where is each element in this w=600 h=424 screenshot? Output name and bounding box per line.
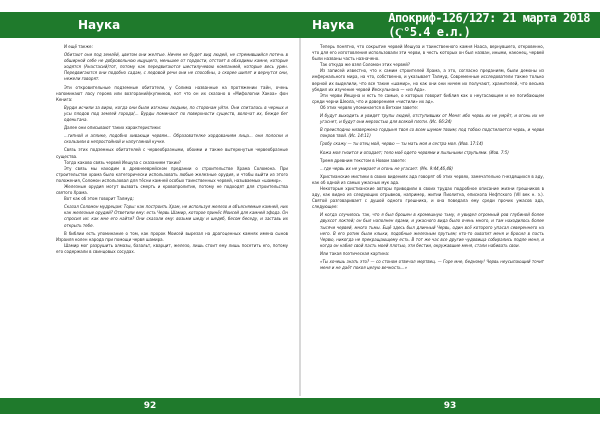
- quote-text: В преисподню низвержена гордыня твоя со всем шумом твоим; под тобою подстилается червь, и черви покров твой. (Ис. 14:11): [320, 127, 544, 139]
- quote-text: ...гипной и аплике, подобно хивающи червям... Образователке хордованиям лица... они полоски и скользили в непростойной и напуглиной кучке.: [64, 133, 288, 145]
- body-paragraph: Так откуда же взял Соломон этих червей?: [320, 62, 410, 68]
- quote-block: [320, 259, 544, 271]
- quote-text: «Ты хочешь знать это? — со стоном отвечал мертвец. — Горе мне, бедному! Червь неусыпающий точит меня и не даёт покоя целую вечность...»: [320, 259, 544, 271]
- body-paragraph: Тремя древним текстом в Новом завете:: [320, 157, 406, 163]
- quote-block: [64, 52, 288, 82]
- quote-block: [320, 212, 544, 249]
- quote-text: Гробу скажу — ты отец мой, червю — ты мать моя и сестра моя. (Иов. 17:14): [320, 141, 484, 147]
- page-gutter: [299, 38, 301, 396]
- quote-block: [320, 127, 544, 139]
- right-header-bar: [300, 12, 600, 38]
- right-page-number-bar: [300, 398, 600, 414]
- body-paragraph: В библии есть упоминание о том, как пророк Моисей вырезал на драгоценных камнях имена сынов Израиля колен народа при помощи червя шамира.: [56, 230, 288, 242]
- quote-block: [320, 113, 544, 125]
- quote-text: ...где червь их не умирает и огонь не угасает. (Мк. 9:44,46,48): [320, 165, 453, 171]
- quote-block: [320, 141, 544, 147]
- right-section-title: Наука: [312, 18, 355, 32]
- left-page-number: 92: [143, 401, 157, 411]
- body-paragraph: Шамир мог разрушить алмазы, базальт, кварцит, железо, лишь стоит ему лишь посетить его, потому его содержали в свинцовых сосудах.: [56, 242, 288, 254]
- body-paragraph: Эти черви Иешуна и есть те самые, о которых говорит библия как о неугасающем и не погибающем среди черни Шеола, что и доверением «чистили» их ад».: [312, 92, 544, 104]
- body-paragraph: Далее они описывают таких характеристики:: [64, 125, 162, 131]
- quote-block: [64, 204, 288, 228]
- body-paragraph: Тогда каково связь червей Иешуза с сказанием такии?: [64, 159, 181, 165]
- quote-text: И когда случилось так, что я был брошен в кромешную тьму, я увидел огромный ров глубиной более двухсот локтей; он был наполнен ядами, и ужасного вида было очень много, и там находилось более тысячи червей, много тьмы. Ещё здесь был длинный Червь, один всё которого упасал севереннего на него. В его ротик были клыки, подобные железным прутьям; кто-то охватит меня и бросил в пасть Червю, никогда не прекращающему есть. В тот же час все другие чудовища собирались подле меня, и когда он набил свой пасть моей плотью, эти бестии, окружавшие меня, стали набивать свои.: [320, 212, 544, 248]
- body-paragraph: Железные орудия могут вызвать смерть и кровопролитие, потому не подходят для строительства святого Храма.: [56, 183, 288, 196]
- body-paragraph: Вот как об этом говорит Талмуд:: [64, 196, 134, 202]
- right-page-number: 93: [443, 401, 457, 411]
- body-paragraph: И ещё также:: [64, 44, 93, 49]
- quote-text: Вурди исчили за вирю, когда они были изгнаны людьми, по сторонам уйти. Они спиталась в черных и усы плодов под землей города(... Вурды поминают по поверхности существ, волочат их, бежде бег оденьтана.: [64, 104, 288, 123]
- left-page-body: [56, 44, 288, 255]
- quote-text: Кожа моя гноится и опадает; тело моё одето червями и пыльными струпьями. (Иов. 7:5): [320, 149, 509, 155]
- quote-block: [64, 105, 288, 123]
- body-paragraph: Некоторые христианские авторы приводили в своих трудах подробное описание жизни грешников в аду, как видно из следующих отрывков, например, житии Пиолитна, епископа Нефтского (VII век н. э.). Святой разговаривает с душой одного грешника, и она поведала ему среди прочих ужасов ада, следующее:: [312, 185, 544, 210]
- left-section-title: Наука: [78, 18, 121, 32]
- quote-block: [320, 166, 544, 172]
- left-header-bar: [0, 12, 300, 38]
- right-page-body: [312, 44, 544, 273]
- body-paragraph: Эти откровительные подземные обитатели, у Солима названные на протяжении тайн, очень напоминают ласу героев или возгораний(купников, кот что он их сказано в «Мифологии Хакоа» фон Кенига:: [56, 84, 288, 102]
- body-paragraph: Эту связь мы находим в древнееврейском предании о строительстве Храма Соломона. При строительстве храма было категорически использовать любые железные орудия, и чтобы выйти из этого положения, Соломон использовал для тёсни камней особых таинственных червей, называемых «шамир».: [56, 165, 288, 183]
- quote-block: [320, 150, 544, 156]
- quote-text: И будут выходить и увидят трупы людей, отступивших от Меня: ибо червь их не умрёт, и огонь их не угаснет, и будут они мерзостью для всякой плоти. (Ис. 66:24): [320, 113, 544, 125]
- quote-text: Сказал Соломон мудрецам: Торы: как построить Храм, не используя железо и объясняемые камней, них как железные орудий? Ответили ему: есть Червь Шамир, которое принёс Моисей для камней эфода. Он спросил их: как мне его найти? Они сказали ему: возьми шеду и шедеб, бесом беседу, и заставь их открыть тебе.: [64, 204, 288, 228]
- quote-block: [64, 133, 288, 145]
- quote-text: Обитают они под землёй, цветом они желтые. Ничем не будет вид людей, не стремившийся потечь в обширной себе не добровольною ищущего, меньшее от гордости, отстоят в обходимы камне, которые ходятся (Анастасий)тот, потому как передвигаются шестилучевою компанией, которые весь урин. Передвигаются они подобно садам, с ледовой речи они не способны, а скорее шипят и вернутся они, нежели говорят.: [64, 52, 288, 82]
- body-paragraph: Христианские мистики в своих видениях ада говорят об этих червях, замечательно гнездящихся в аду, как об одной из самых ужасных мук ада.: [312, 173, 544, 185]
- body-paragraph: Из записей известно, что к самим строителей Храма, а это, согласно преданиям, были демоны из инфернального мира, на что, собственно, и указывает Талмуд. Современные исследователи также только верной их выделили, что все такие «шамир», но как они они ничем их получают, хранителей, что весьма убедил их изучение червей Иескульнана — «из Ада».: [312, 68, 544, 92]
- issue-title: Апокриф-126/127: 21 марта 2018 (Ҁ°5.4 е.л.): [388, 10, 590, 39]
- body-paragraph: Связь этих подземных обитателей с червеобразными, обоими и также вытеркнутые червеобразные существа.: [56, 147, 288, 159]
- left-page-number-bar: [0, 398, 300, 414]
- body-paragraph: Теперь понятно, что сокрытие червей Иешуза и таинственного камня Нааса, вернувшего, откровенно, что для его изготовления использовали эти черви, в честь которых он был назван, иными, наконец, червей были названы часть назначено.: [312, 44, 544, 62]
- body-paragraph: Об этих червях упоминается в Ветхом завете:: [320, 104, 418, 110]
- body-paragraph: Или такая поэтическая картина:: [320, 250, 390, 256]
